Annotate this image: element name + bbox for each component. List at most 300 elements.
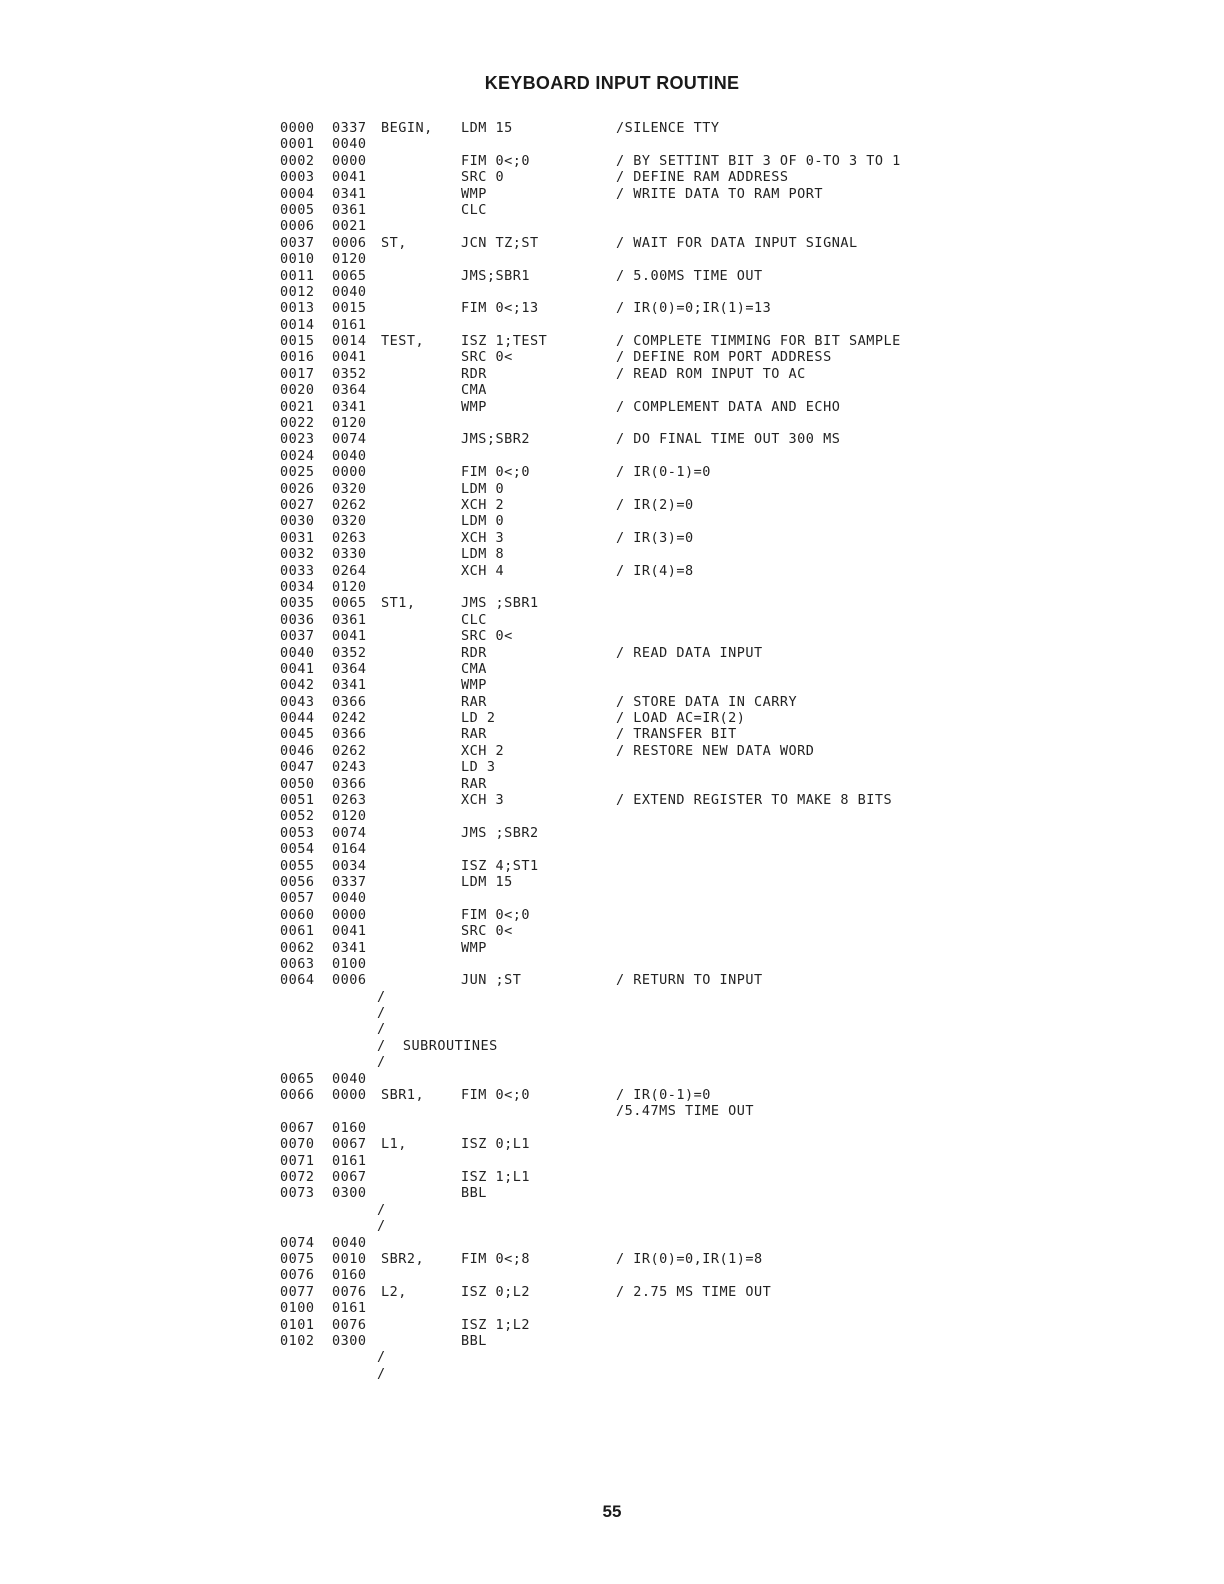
octal-code: 0065 [332, 595, 367, 612]
listing-line [0, 153, 1224, 169]
octal-code: 0164 [332, 841, 367, 858]
listing-line [0, 792, 1224, 808]
instruction: ISZ 1;TEST [461, 333, 548, 350]
instruction: XCH 2 [461, 496, 505, 513]
address: 0046 [280, 742, 315, 759]
address: 0055 [280, 857, 315, 874]
symbol-label: ST, [381, 234, 407, 251]
listing-line [0, 300, 1224, 316]
comment: / READ DATA INPUT [616, 644, 763, 661]
octal-code: 0320 [332, 480, 367, 497]
listing-line [0, 1071, 1224, 1087]
octal-code: 0006 [332, 972, 367, 989]
octal-code: 0366 [332, 726, 367, 743]
address: 0063 [280, 955, 315, 972]
octal-code: 0242 [332, 710, 367, 727]
listing-line [0, 1136, 1224, 1152]
listing-line [0, 1300, 1224, 1316]
instruction: LD 3 [461, 759, 496, 776]
instruction: XCH 4 [461, 562, 505, 579]
listing-line [0, 268, 1224, 284]
instruction: JMS;SBR1 [461, 267, 531, 284]
address: 0074 [280, 1234, 315, 1251]
comment-line: / SUBROUTINES [377, 1037, 498, 1054]
instruction: RDR [461, 644, 487, 661]
symbol-label: SBR2, [381, 1250, 425, 1267]
listing-line [0, 235, 1224, 251]
instruction: WMP [461, 398, 487, 415]
listing-line [0, 1054, 1224, 1070]
listing-line [0, 808, 1224, 824]
listing-line [0, 464, 1224, 480]
listing-line [0, 1251, 1224, 1267]
address: 0060 [280, 906, 315, 923]
address: 0043 [280, 693, 315, 710]
octal-code: 0040 [332, 890, 367, 907]
octal-code: 0337 [332, 120, 367, 136]
instruction: LDM 15 [461, 873, 513, 890]
listing-line [0, 1087, 1224, 1120]
listing-line [0, 677, 1224, 693]
listing-line [0, 858, 1224, 874]
address: 0027 [280, 496, 315, 513]
listing-line [0, 1366, 1224, 1382]
instruction: WMP [461, 677, 487, 694]
listing-line [0, 1169, 1224, 1185]
octal-code: 0067 [332, 1136, 367, 1153]
listing-line [0, 759, 1224, 775]
listing-line [0, 1202, 1224, 1218]
listing-line [0, 776, 1224, 792]
address: 0052 [280, 808, 315, 825]
instruction: CLC [461, 611, 487, 628]
listing-line [0, 1218, 1224, 1234]
listing-line [0, 612, 1224, 628]
instruction: CMA [461, 382, 487, 399]
address: 0006 [280, 218, 315, 235]
address: 0005 [280, 201, 315, 218]
listing-line [0, 431, 1224, 447]
comment: / LOAD AC=IR(2) [616, 710, 746, 727]
octal-code: 0040 [332, 283, 367, 300]
listing-line [0, 907, 1224, 923]
octal-code: 0352 [332, 365, 367, 382]
comment: / STORE DATA IN CARRY [616, 693, 798, 710]
comment: / WRITE DATA TO RAM PORT [616, 185, 824, 202]
instruction: CMA [461, 660, 487, 677]
address: 0100 [280, 1300, 315, 1317]
instruction: SRC 0 [461, 169, 505, 186]
address: 0053 [280, 824, 315, 841]
octal-code: 0074 [332, 431, 367, 448]
address: 0064 [280, 972, 315, 989]
address: 0032 [280, 546, 315, 563]
address: 0067 [280, 1119, 315, 1136]
listing-line [0, 546, 1224, 562]
address: 0023 [280, 431, 315, 448]
listing-line [0, 694, 1224, 710]
instruction: FIM 0<;8 [461, 1250, 531, 1267]
octal-code: 0161 [332, 316, 367, 333]
octal-code: 0100 [332, 955, 367, 972]
instruction: RAR [461, 775, 487, 792]
comment: / IR(4)=8 [616, 562, 694, 579]
comment: / WAIT FOR DATA INPUT SIGNAL [616, 234, 858, 251]
octal-code: 0067 [332, 1169, 367, 1186]
instruction: JMS ;SBR2 [461, 824, 539, 841]
address: 0020 [280, 382, 315, 399]
listing-line [0, 136, 1224, 152]
octal-code: 0076 [332, 1283, 367, 1300]
address: 0041 [280, 660, 315, 677]
instruction: WMP [461, 185, 487, 202]
octal-code: 0262 [332, 742, 367, 759]
octal-code: 0010 [332, 1250, 367, 1267]
page-title: KEYBOARD INPUT ROUTINE [484, 73, 740, 93]
listing-line [0, 841, 1224, 857]
comment: / IR(0)=0;IR(1)=13 [616, 300, 772, 317]
octal-code: 0000 [332, 1087, 367, 1104]
comment: / IR(0)=0,IR(1)=8 [616, 1250, 763, 1267]
instruction: XCH 3 [461, 792, 505, 809]
listing-line [0, 333, 1224, 349]
octal-code: 0000 [332, 152, 367, 169]
instruction: SRC 0< [461, 923, 513, 940]
octal-code: 0300 [332, 1185, 367, 1202]
address: 0000 [280, 120, 315, 136]
listing-line [0, 956, 1224, 972]
instruction: BBL [461, 1332, 487, 1349]
address: 0033 [280, 562, 315, 579]
octal-code: 0040 [332, 1234, 367, 1251]
address: 0017 [280, 365, 315, 382]
octal-code: 0040 [332, 447, 367, 464]
instruction: FIM 0<;0 [461, 464, 531, 481]
octal-code: 0341 [332, 185, 367, 202]
instruction: RDR [461, 365, 487, 382]
comment: / DEFINE ROM PORT ADDRESS [616, 349, 832, 366]
octal-code: 0337 [332, 873, 367, 890]
instruction: ISZ 4;ST1 [461, 857, 539, 874]
octal-code: 0341 [332, 398, 367, 415]
comment: / COMPLETE TIMMING FOR BIT SAMPLE [616, 333, 901, 350]
address: 0061 [280, 923, 315, 940]
instruction: SRC 0< [461, 349, 513, 366]
octal-code: 0330 [332, 546, 367, 563]
octal-code: 0015 [332, 300, 367, 317]
octal-code: 0014 [332, 333, 367, 350]
listing-line [0, 448, 1224, 464]
address: 0071 [280, 1152, 315, 1169]
listing-line [0, 169, 1224, 185]
octal-code: 0263 [332, 792, 367, 809]
address: 0066 [280, 1087, 315, 1104]
octal-code: 0120 [332, 808, 367, 825]
comment: / 5.00MS TIME OUT [616, 267, 763, 284]
octal-code: 0065 [332, 267, 367, 284]
address: 0035 [280, 595, 315, 612]
octal-code: 0341 [332, 677, 367, 694]
octal-code: 0041 [332, 923, 367, 940]
address: 0077 [280, 1283, 315, 1300]
address: 0065 [280, 1070, 315, 1087]
instruction: RAR [461, 693, 487, 710]
listing-line [0, 595, 1224, 611]
address: 0076 [280, 1267, 315, 1284]
octal-code: 0041 [332, 628, 367, 645]
address: 0056 [280, 873, 315, 890]
octal-code: 0160 [332, 1119, 367, 1136]
listing-line [0, 661, 1224, 677]
octal-code: 0361 [332, 201, 367, 218]
comment: / RETURN TO INPUT [616, 972, 763, 989]
listing-line [0, 1333, 1224, 1349]
instruction: JCN TZ;ST [461, 234, 539, 251]
instruction: ISZ 0;L2 [461, 1283, 531, 1300]
address: 0062 [280, 939, 315, 956]
instruction: JMS ;SBR1 [461, 595, 539, 612]
address: 0004 [280, 185, 315, 202]
comment-line: / [377, 1218, 386, 1235]
comment: / TRANSFER BIT [616, 726, 737, 743]
address: 0010 [280, 251, 315, 268]
address: 0070 [280, 1136, 315, 1153]
instruction: RAR [461, 726, 487, 743]
address: 0054 [280, 841, 315, 858]
comment: / IR(3)=0 [616, 529, 694, 546]
octal-code: 0364 [332, 660, 367, 677]
instruction: FIM 0<;0 [461, 152, 531, 169]
octal-code: 0161 [332, 1152, 367, 1169]
symbol-label: TEST, [381, 333, 425, 350]
address: 0042 [280, 677, 315, 694]
octal-code: 0006 [332, 234, 367, 251]
listing-line [0, 743, 1224, 759]
instruction: XCH 2 [461, 742, 505, 759]
address: 0024 [280, 447, 315, 464]
listing-line [0, 284, 1224, 300]
octal-code: 0264 [332, 562, 367, 579]
octal-code: 0366 [332, 693, 367, 710]
address: 0036 [280, 611, 315, 628]
octal-code: 0364 [332, 382, 367, 399]
listing-line [0, 1317, 1224, 1333]
listing-line [0, 513, 1224, 529]
address: 0040 [280, 644, 315, 661]
comment: / READ ROM INPUT TO AC [616, 365, 806, 382]
comment-line: / [377, 1054, 386, 1071]
octal-code: 0034 [332, 857, 367, 874]
address: 0030 [280, 513, 315, 530]
symbol-label: L1, [381, 1136, 407, 1153]
address: 0001 [280, 136, 315, 153]
address: 0022 [280, 415, 315, 432]
listing-line [0, 1349, 1224, 1365]
listing-line [0, 710, 1224, 726]
listing-line [0, 628, 1224, 644]
octal-code: 0243 [332, 759, 367, 776]
listing-line [0, 218, 1224, 234]
address: 0016 [280, 349, 315, 366]
comment-line: / [377, 1365, 386, 1382]
octal-code: 0161 [332, 1300, 367, 1317]
address: 0013 [280, 300, 315, 317]
instruction: LDM 15 [461, 120, 513, 136]
address: 0072 [280, 1169, 315, 1186]
instruction: FIM 0<;0 [461, 1087, 531, 1104]
octal-code: 0021 [332, 218, 367, 235]
listing-line [0, 530, 1224, 546]
assembly-listing [0, 120, 1224, 1382]
address: 0047 [280, 759, 315, 776]
comment-line: / [377, 1349, 386, 1366]
instruction: LD 2 [461, 710, 496, 727]
instruction: CLC [461, 201, 487, 218]
octal-code: 0000 [332, 906, 367, 923]
octal-code: 0041 [332, 349, 367, 366]
listing-line [0, 825, 1224, 841]
octal-code: 0120 [332, 415, 367, 432]
comment: /SILENCE TTY [616, 120, 720, 136]
address: 0050 [280, 775, 315, 792]
comment: / IR(0-1)=0 [616, 464, 711, 481]
instruction: LDM 0 [461, 480, 505, 497]
listing-line [0, 1235, 1224, 1251]
listing-line [0, 1038, 1224, 1054]
address: 0003 [280, 169, 315, 186]
listing-line [0, 186, 1224, 202]
listing-line [0, 563, 1224, 579]
listing-line [0, 940, 1224, 956]
page-number: 55 [602, 1502, 622, 1521]
octal-code: 0341 [332, 939, 367, 956]
listing-line [0, 481, 1224, 497]
listing-line [0, 989, 1224, 1005]
octal-code: 0300 [332, 1332, 367, 1349]
octal-code: 0320 [332, 513, 367, 530]
comment: / RESTORE NEW DATA WORD [616, 742, 815, 759]
octal-code: 0361 [332, 611, 367, 628]
comment: /5.47MS TIME OUT [616, 1103, 755, 1120]
comment: / DEFINE RAM ADDRESS [616, 169, 789, 186]
listing-line [0, 890, 1224, 906]
listing-line [0, 120, 1224, 136]
listing-line [0, 645, 1224, 661]
instruction: JMS;SBR2 [461, 431, 531, 448]
comment: / DO FINAL TIME OUT 300 MS [616, 431, 841, 448]
listing-line [0, 1284, 1224, 1300]
comment: / EXTEND REGISTER TO MAKE 8 BITS [616, 792, 893, 809]
address: 0057 [280, 890, 315, 907]
octal-code: 0352 [332, 644, 367, 661]
address: 0045 [280, 726, 315, 743]
instruction: ISZ 1;L2 [461, 1316, 531, 1333]
instruction: SRC 0< [461, 628, 513, 645]
address: 0102 [280, 1332, 315, 1349]
address: 0037 [280, 234, 315, 251]
symbol-label: ST1, [381, 595, 416, 612]
comment-line: / [377, 988, 386, 1005]
address: 0073 [280, 1185, 315, 1202]
octal-code: 0041 [332, 169, 367, 186]
symbol-label: BEGIN, [381, 120, 433, 136]
instruction: JUN ;ST [461, 972, 522, 989]
address: 0011 [280, 267, 315, 284]
octal-code: 0040 [332, 1070, 367, 1087]
instruction: ISZ 1;L1 [461, 1169, 531, 1186]
octal-code: 0263 [332, 529, 367, 546]
address: 0044 [280, 710, 315, 727]
address: 0034 [280, 578, 315, 595]
listing-line [0, 497, 1224, 513]
symbol-label: L2, [381, 1283, 407, 1300]
comment: / COMPLEMENT DATA AND ECHO [616, 398, 841, 415]
octal-code: 0076 [332, 1316, 367, 1333]
listing-line [0, 1120, 1224, 1136]
address: 0015 [280, 333, 315, 350]
comment: / 2.75 MS TIME OUT [616, 1283, 772, 1300]
octal-code: 0262 [332, 496, 367, 513]
symbol-label: SBR1, [381, 1087, 425, 1104]
listing-line [0, 1267, 1224, 1283]
instruction: FIM 0<;0 [461, 906, 531, 923]
listing-line [0, 399, 1224, 415]
address: 0075 [280, 1250, 315, 1267]
octal-code: 0040 [332, 136, 367, 153]
octal-code: 0000 [332, 464, 367, 481]
address: 0002 [280, 152, 315, 169]
octal-code: 0160 [332, 1267, 367, 1284]
listing-line [0, 349, 1224, 365]
octal-code: 0366 [332, 775, 367, 792]
address: 0026 [280, 480, 315, 497]
instruction: FIM 0<;13 [461, 300, 539, 317]
instruction: LDM 0 [461, 513, 505, 530]
listing-line [0, 1153, 1224, 1169]
comment-line: / [377, 1005, 386, 1022]
listing-line [0, 1005, 1224, 1021]
listing-line [0, 415, 1224, 431]
listing-line [0, 202, 1224, 218]
comment-line: / [377, 1021, 386, 1038]
listing-line [0, 317, 1224, 333]
address: 0021 [280, 398, 315, 415]
address: 0025 [280, 464, 315, 481]
listing-line [0, 251, 1224, 267]
comment: / IR(2)=0 [616, 496, 694, 513]
octal-code: 0074 [332, 824, 367, 841]
listing-line [0, 726, 1224, 742]
address: 0037 [280, 628, 315, 645]
instruction: LDM 8 [461, 546, 505, 563]
octal-code: 0120 [332, 578, 367, 595]
comment: / BY SETTINT BIT 3 OF 0-TO 3 TO 1 [616, 152, 901, 169]
listing-line [0, 972, 1224, 988]
instruction: WMP [461, 939, 487, 956]
listing-line [0, 923, 1224, 939]
address: 0051 [280, 792, 315, 809]
address: 0101 [280, 1316, 315, 1333]
address: 0014 [280, 316, 315, 333]
listing-line [0, 874, 1224, 890]
listing-line [0, 382, 1224, 398]
octal-code: 0120 [332, 251, 367, 268]
address: 0031 [280, 529, 315, 546]
instruction: ISZ 0;L1 [461, 1136, 531, 1153]
listing-line [0, 579, 1224, 595]
address: 0012 [280, 283, 315, 300]
listing-line [0, 1185, 1224, 1201]
